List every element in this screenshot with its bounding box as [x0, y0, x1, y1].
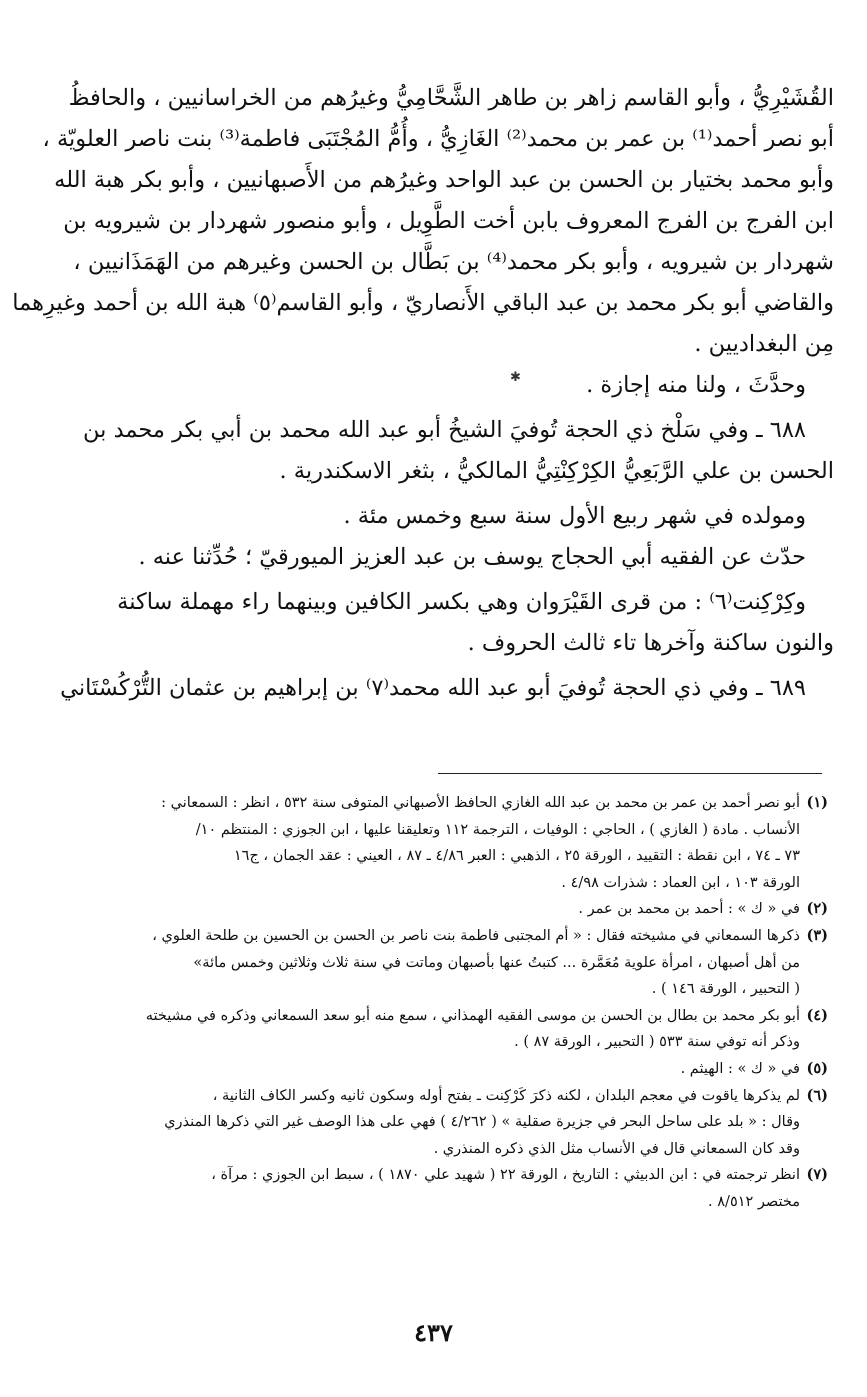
footnote-1 [40, 790, 828, 896]
footnote-line: أبو نصر أحمد بن عمر بن محمد بن عبد الله الغازي الحافظ الأصبهاني المتوفى سنة ٥٣٢ ، انظر : السمعاني : [161, 795, 800, 811]
narrated-line: وحدَّثَ ، ولنا منه إجازة . [586, 372, 806, 398]
footnote-number: (٦) [806, 1086, 828, 1104]
footnote-line: الأنساب . مادة ( الغازي ) ، الحاجي : الوفيات ، الترجمة ١١٢ وتعليقنا عليها ، ابن الجوزي : المنتظم ١٠/ [195, 821, 800, 838]
page-number: ٤٣٧ [414, 1318, 453, 1347]
text-line: شهردار بن شيرويه ، وأبو بكر محمد⁽⁴⁾ بن بَطَّال بن الحسن وغيرهم من الهَمَذَانيين ، [73, 249, 834, 275]
text-line: وأبو محمد بختيار بن الحسن بن عبد الواحد وغيرُهم من الأَصبهانيين ، وأبو بكر هبة الله [54, 167, 834, 193]
footnote-line: الورقة ١٠٣ ، ابن العماد : شذرات ٤/٩٨ . [561, 874, 800, 891]
footnote-number: (٤) [806, 1006, 828, 1024]
footnote-line: ذكرها السمعاني في مشيخته فقال : « أم المجتبى فاطمة بنت ناصر بن الحسن بن الحسين بن طلحة العلوي ، [152, 927, 800, 944]
footnote-2 [40, 896, 828, 923]
birth-line: ومولده في شهر ربيع الأول سنة سبع وخمس مئة . [343, 503, 806, 529]
footnote-number: (٢) [806, 900, 828, 918]
footnote-line: في « ك » : أحمد بن محمد بن عمر . [578, 901, 800, 918]
footnote-line: مختصر ٨/٥١٢ . [708, 1193, 800, 1210]
footnote-number: (٧) [806, 1166, 828, 1184]
footnote-line: ( التحبير ، الورقة ١٤٦ ) . [651, 981, 800, 998]
footnote-number: (١) [806, 794, 828, 811]
footnote-line: أبو بكر محمد بن بطال بن الحسن بن موسى الفقيه الهمذاني ، سمع منه أبو سعد السمعاني وذكره في مشيخته [145, 1007, 800, 1024]
footnotes [40, 790, 828, 1216]
kirkint-line-2: والنون ساكنة وآخرها تاء ثالث الحروف . [467, 630, 834, 656]
footnote-line: من أهل أصبهان ، امرأة علوية مُعَمَّرة ... كتبتُ عنها بأصبهان وماتت في سنة ثلاث وثلاثين وخمس مائة» [193, 954, 800, 971]
ink-mark-icon: ✱ [510, 370, 521, 385]
main-text [12, 78, 834, 709]
footnote-3 [40, 923, 828, 1003]
text-line: مِن البغداديين . [694, 331, 834, 357]
footnote-line: لم يذكرها ياقوت في معجم البلدان ، لكنه ذكرَ كَرْكِنت ـ بفتح أوله وسكون ثانيه وكسر الكاف الثانية ، [212, 1087, 800, 1104]
footnote-7 [40, 1162, 828, 1215]
footnote-number: (٣) [806, 926, 828, 944]
footnote-5 [40, 1056, 828, 1083]
entry-688-line-1: ٦٨٨ ـ وفي سَلْخ ذي الحجة تُوفيَ الشيخُ أبو عبد الله محمد بن أبي بكر محمد بن [83, 417, 806, 443]
entry-688-line-2: الحسن بن علي الرَّبَعِيُّ الكِرْكِنْتِيُّ المالكيُّ ، بثغر الاسكندرية . [279, 458, 834, 484]
footnote-line: وقد كان السمعاني قال في الأنساب مثل الذي ذكره المنذري . [433, 1140, 800, 1157]
footnote-line: في « ك » : الهيثم . [680, 1060, 800, 1077]
narrated-from-line: حدّث عن الفقيه أبي الحجاج يوسف بن عبد العزيز الميورقيّ ؛ حُدِّثنا عنه . [138, 544, 806, 570]
text-line: ابن الفرج بن الفرج المعروف بابن أخت الطَّوِيل ، وأبو منصور شهردار بن شيرويه بن [63, 208, 834, 234]
footnote-line: ٧٣ ـ ٧٤ ، ابن نقطة : التقييد ، الورقة ٢٥ ، الذهبي : العبر ٤/٨٦ ـ ٨٧ ، العيني : عقد الجمان ، ج١٦ [233, 848, 800, 865]
footnote-6 [40, 1083, 828, 1163]
text-line: أبو نصر أحمد⁽¹⁾ بن عمر بن محمد⁽²⁾ الغَازِيُّ ، وأُمُّ المُجْتَبَى فاطمة⁽³⁾ بنت ناصر العلويّة ، [42, 126, 834, 152]
footnote-divider [438, 773, 822, 774]
kirkint-line-1: وكِرْكِنت⁽٦⁾ : من قرى القَيْرَوان وهي بكسر الكافين وبينهما راء مهملة ساكنة [117, 589, 806, 615]
text-line: والقاضي أبو بكر محمد بن عبد الباقي الأَنصاريّ ، وأبو القاسم⁽٥⁾ هبة الله بن أحمد وغيرِهما [12, 290, 834, 316]
footnote-line: انظر ترجمته في : ابن الدبيثي : التاريخ ، الورقة ٢٢ ( شهيد علي ١٨٧٠ ) ، سبط ابن الجوزي : مرآة ، [211, 1167, 800, 1184]
footnote-line: وذكر أنه توفي سنة ٥٣٣ ( التحبير ، الورقة ٨٧ ) . [514, 1034, 800, 1051]
footnote-number: (٥) [806, 1059, 828, 1077]
footnote-line: وقال : « بلد على ساحل البحر في جزيرة صقلية » ( ٤/٢٦٢ ) فهي على هذا الوصف غير التي ذكرها المنذري [164, 1114, 800, 1131]
footnote-4 [40, 1003, 828, 1056]
text-line: القُشَيْرِيُّ ، وأبو القاسم زاهر بن طاهر الشَّحَّامِيُّ وغيرُهم من الخراسانيين ، والحافظُ [68, 85, 834, 111]
entry-689-line: ٦٨٩ ـ وفي ذي الحجة تُوفيَ أبو عبد الله محمد⁽٧⁾ بن إبراهيم بن عثمان التُّرْكُسْتَاني [60, 675, 806, 701]
